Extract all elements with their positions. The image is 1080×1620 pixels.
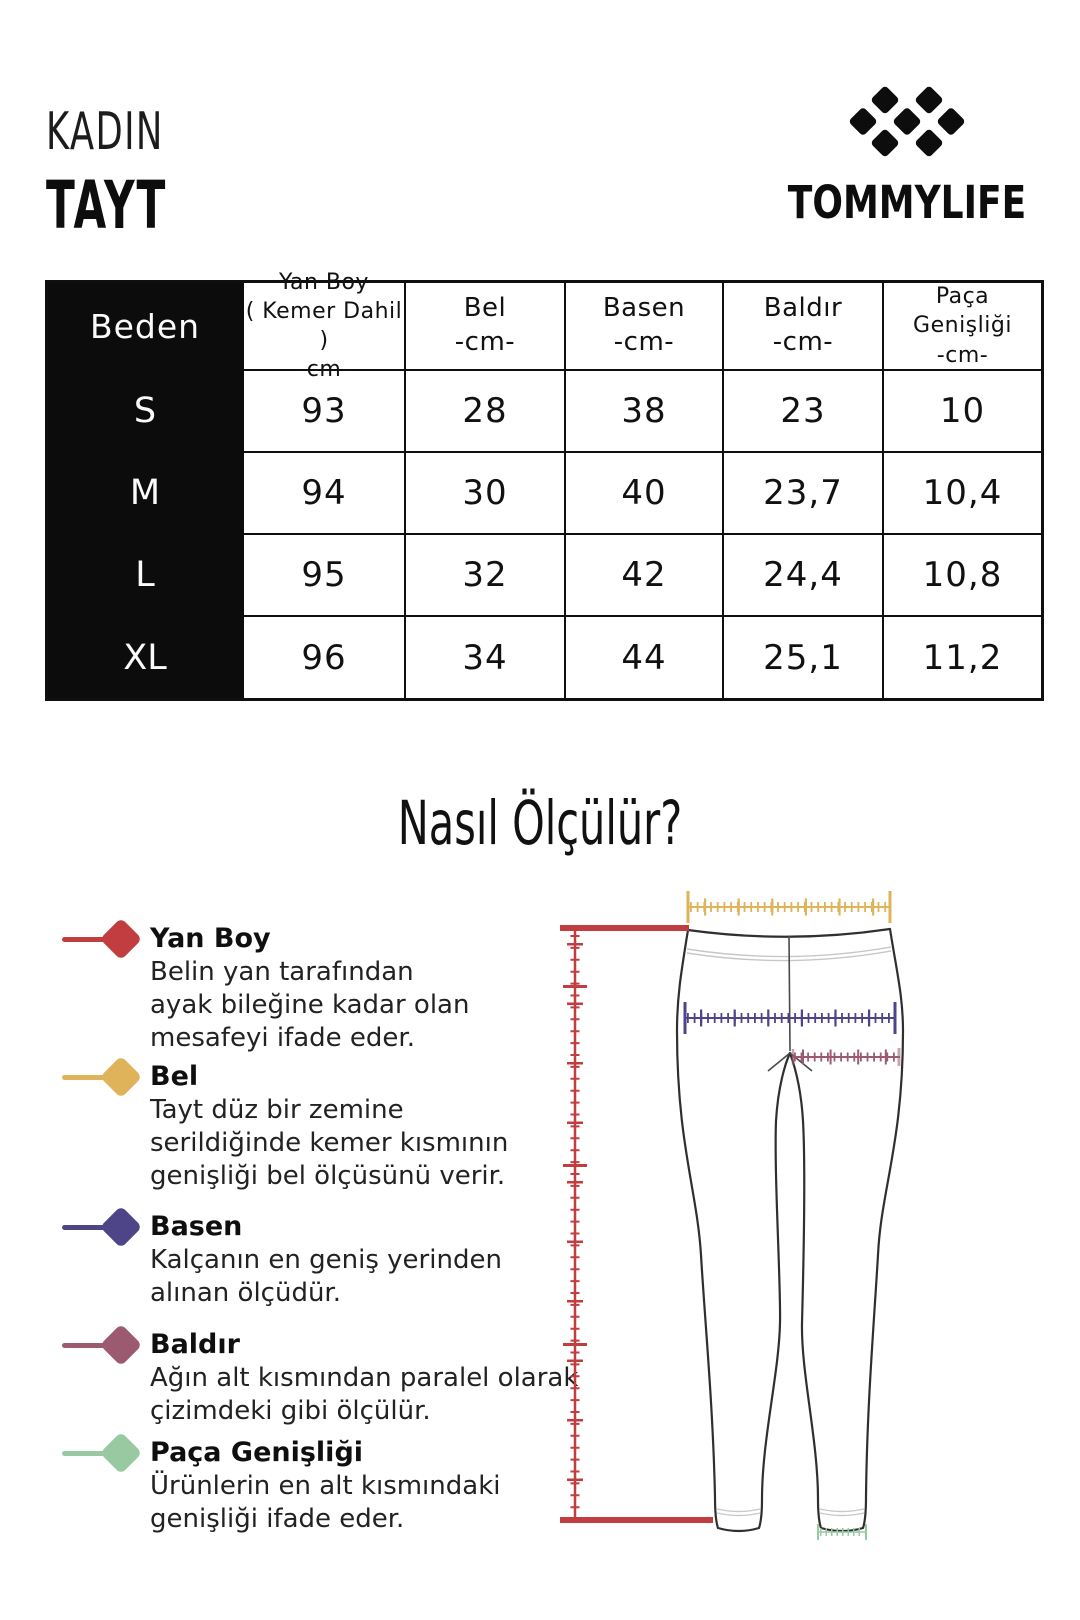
legend-title: Yan Boy bbox=[150, 923, 271, 954]
table-value: 96 bbox=[244, 617, 406, 698]
legend-description: Tayt düz bir zemine serildiğinde kemer kısmının genişliği bel ölçüsünü verir. bbox=[150, 1095, 509, 1191]
table-value: 10,4 bbox=[884, 453, 1041, 535]
table-value: 42 bbox=[566, 535, 724, 617]
column-header-bel: Bel -cm- bbox=[406, 283, 566, 371]
legend-description: Ürünlerin en alt kısmındaki genişliği ifade eder. bbox=[150, 1471, 501, 1534]
legend-title: Paça Genişliği bbox=[150, 1437, 364, 1468]
column-header-paca-genisligi: Paça Genişliği -cm- bbox=[884, 283, 1041, 371]
table-value: 30 bbox=[406, 453, 566, 535]
table-value: 10,8 bbox=[884, 535, 1041, 617]
column-header-yan-boy: Yan Boy ( Kemer Dahil ) -cm- bbox=[244, 283, 406, 371]
table-value: 23,7 bbox=[724, 453, 884, 535]
bel-ruler bbox=[688, 891, 890, 923]
product-label: TAYT bbox=[46, 167, 168, 244]
column-header-baldir: Baldır -cm- bbox=[724, 283, 884, 371]
legend-item-yan-boy bbox=[150, 922, 476, 1055]
yan-boy-diamond-marker-icon bbox=[62, 922, 138, 956]
table-value: 94 bbox=[244, 453, 406, 535]
size-row-label-m: M bbox=[48, 453, 244, 535]
legend-title: Basen bbox=[150, 1211, 243, 1242]
table-value: 40 bbox=[566, 453, 724, 535]
legend-description: Kalçanın en geniş yerinden alınan ölçüdür. bbox=[150, 1245, 502, 1308]
table-value: 23 bbox=[724, 371, 884, 453]
table-corner-header: Beden bbox=[48, 283, 244, 371]
yan-boy-ruler bbox=[560, 928, 713, 1520]
table-value: 11,2 bbox=[922, 637, 1003, 678]
table-value: 28 bbox=[406, 371, 566, 453]
column-header-basen: Basen -cm- bbox=[566, 283, 724, 371]
size-row-label-xl: XL bbox=[48, 617, 244, 698]
paca-genisligi-diamond-marker-icon bbox=[62, 1436, 138, 1470]
seam-detail-lines bbox=[687, 947, 891, 1516]
size-row-label-s: S bbox=[48, 371, 244, 453]
legend-description: Belin yan tarafından ayak bileğine kadar olan mesafeyi ifade eder. bbox=[150, 957, 470, 1053]
legend-description: Ağın alt kısmından paralel olarak çizimdeki gibi ölçülür. bbox=[150, 1363, 579, 1426]
basen-diamond-marker-icon bbox=[62, 1210, 138, 1244]
bel-diamond-marker-icon bbox=[62, 1060, 138, 1094]
brand-logo-block bbox=[742, 86, 1072, 229]
table-value: 25,1 bbox=[724, 617, 884, 698]
table-value: 32 bbox=[406, 535, 566, 617]
table-value: 24,4 bbox=[724, 535, 884, 617]
how-to-measure-title: Nasıl Ölçülür? bbox=[397, 788, 683, 859]
category-label: KADIN bbox=[46, 102, 164, 162]
table-value: 44 bbox=[566, 617, 724, 698]
brand-name: TOMMYLIFE bbox=[787, 176, 1027, 229]
legend-item-paca-genisligi bbox=[150, 1436, 545, 1536]
baldir-diamond-marker-icon bbox=[62, 1328, 138, 1362]
legend-item-bel bbox=[150, 1060, 540, 1193]
table-value: 93 bbox=[244, 371, 406, 453]
size-row-label-l: L bbox=[48, 535, 244, 617]
table-value: 95 bbox=[244, 535, 406, 617]
legend-title: Bel bbox=[150, 1061, 199, 1092]
legend-title: Baldır bbox=[150, 1329, 240, 1360]
table-value: 38 bbox=[566, 371, 724, 453]
diamond-pattern-logo-icon bbox=[807, 86, 1007, 168]
table-value: 34 bbox=[406, 617, 566, 698]
size-table bbox=[45, 269, 1044, 701]
leggings-measurement-diagram bbox=[540, 845, 1080, 1565]
product-heading bbox=[46, 102, 235, 244]
paca-genisligi-ruler bbox=[818, 1524, 866, 1540]
table-value: 10 bbox=[884, 371, 1041, 453]
baldir-ruler bbox=[792, 1048, 900, 1066]
legend-item-basen bbox=[150, 1210, 545, 1310]
